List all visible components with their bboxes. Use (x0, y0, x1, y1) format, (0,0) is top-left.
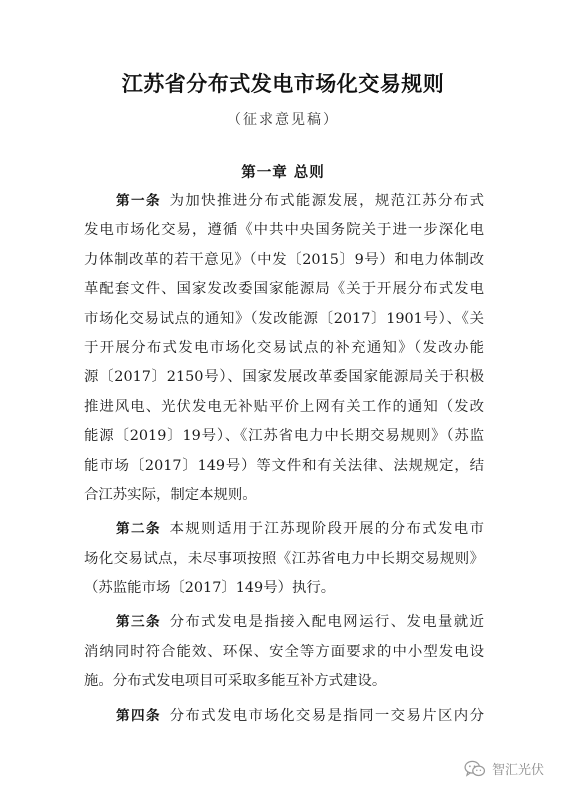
article-paragraph (84, 187, 484, 510)
text-line: 能市场〔2017〕149号）等文件和有关法律、法规规定，结 (84, 457, 484, 474)
article-text: 分布式发电是指接入配电网运行、发电量就近 (168, 614, 484, 631)
text-line: 合江苏实际，制定本规则。 (84, 486, 257, 503)
text-line: 场化交易试点，未尽事项按照《江苏省电力中长期交易规则》 (84, 550, 484, 567)
watermark (464, 759, 544, 778)
article-paragraph (84, 608, 484, 696)
wechat-icon (464, 760, 486, 778)
text-line: （苏监能市场〔2017〕149号）执行。 (84, 580, 336, 597)
article-label: 第四条 (116, 707, 161, 724)
article-text: 本规则适用于江苏现阶段开展的分布式发电市 (168, 521, 484, 538)
text-line: 源〔2017〕2150号）、国家发展改革委国家能源局关于积极 (84, 369, 484, 386)
document-subtitle: （征求意见稿） (227, 112, 339, 128)
document-title: 江苏省分布式发电市场化交易规则 (121, 72, 445, 96)
chapter-heading: 第一章 总则 (241, 165, 325, 181)
text-line: 发电市场化交易，遵循《中共中央国务院关于进一步深化电 (84, 222, 484, 239)
text-line: 消纳同时符合能效、环保、安全等方面要求的中小型发电设 (84, 643, 484, 660)
article-paragraph (84, 515, 484, 603)
article-paragraph (84, 702, 484, 731)
text-line: 力体制改革的若干意见》（中发〔2015〕9号）和电力体制改 (84, 251, 484, 268)
article-text: 为加快推进分布式能源发展，规范江苏分布式 (168, 193, 484, 209)
text-line (84, 515, 484, 544)
text-line: 革配套文件、国家发改委国家能源局《关于开展分布式发电 (84, 281, 484, 298)
article-label: 第三条 (116, 614, 161, 631)
article-label: 第一条 (116, 193, 161, 209)
watermark-label: 智汇光伏 (491, 763, 544, 778)
text-line (84, 608, 484, 637)
article-label: 第二条 (116, 521, 161, 538)
text-line (84, 187, 484, 216)
text-line: 推进风电、光伏发电无补贴平价上网有关工作的通知（发改 (84, 398, 484, 415)
document-body (84, 187, 484, 731)
text-line: 市场化交易试点的通知》（发改能源〔2017〕1901号）、《关 (84, 310, 484, 327)
article-text: 分布式发电市场化交易是指同一交易片区内分 (168, 707, 484, 724)
text-line (84, 702, 484, 731)
text-line: 能源〔2019〕19号）、《江苏省电力中长期交易规则》（苏监 (84, 428, 484, 445)
text-line: 于开展分布式发电市场化交易试点的补充通知》（发改办能 (84, 339, 484, 356)
text-line: 施。分布式发电项目可采取多能互补方式建设。 (84, 673, 387, 690)
